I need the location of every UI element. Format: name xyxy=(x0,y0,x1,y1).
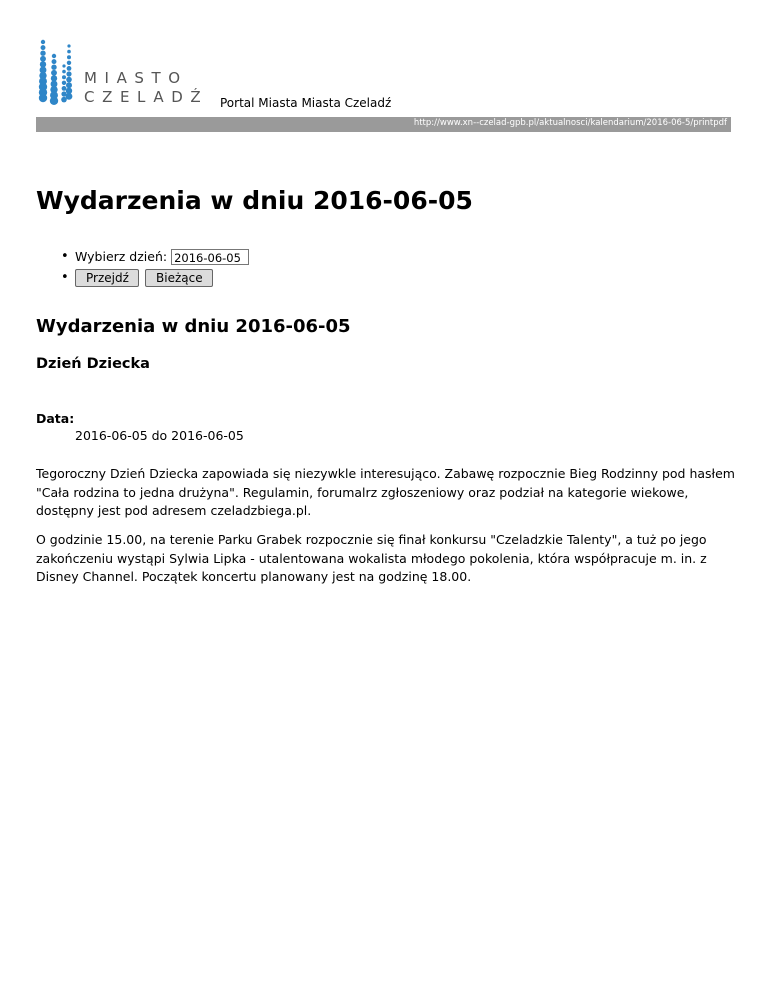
logo-dot xyxy=(67,55,71,59)
event-title: Dzień Dziecka xyxy=(36,356,150,372)
logo-dot xyxy=(39,94,47,102)
logo-dot xyxy=(51,70,57,76)
portal-name: Portal Miasta Miasta Czeladź xyxy=(220,96,392,110)
logo-dot xyxy=(62,75,66,79)
page-title: Wydarzenia w dniu 2016-06-05 xyxy=(36,186,473,215)
date-label: Data: xyxy=(36,411,75,426)
logo-dot xyxy=(62,86,67,91)
date-value: 2016-06-05 do 2016-06-05 xyxy=(75,428,244,443)
logo-dot xyxy=(40,56,46,62)
logo-dot xyxy=(67,44,70,47)
logo-dot xyxy=(67,61,71,65)
logo-dots-icon xyxy=(36,36,80,108)
logo-dot xyxy=(67,50,71,54)
logo-dot xyxy=(40,51,45,56)
logo-dot xyxy=(66,71,71,76)
logo-dot xyxy=(62,81,66,85)
section-title: Wydarzenia w dniu 2016-06-05 xyxy=(36,316,351,337)
logo-dot xyxy=(67,66,72,71)
city-logo[interactable] xyxy=(36,36,236,108)
day-label: Wybierz dzień: xyxy=(75,249,168,264)
logo-dot xyxy=(66,77,72,83)
logo-dot xyxy=(62,70,66,74)
date-controls xyxy=(36,248,249,290)
logo-line-1: MIASTO xyxy=(84,69,188,87)
logo-line-2: CZELADŹ xyxy=(84,88,209,106)
logo-dot xyxy=(62,64,65,67)
logo-dot xyxy=(50,97,58,105)
logo-dot xyxy=(51,65,56,70)
logo-dot xyxy=(41,40,45,44)
logo-dot xyxy=(52,54,56,58)
logo-dot xyxy=(66,82,72,88)
logo-dot xyxy=(52,59,57,64)
date-picker-row xyxy=(36,248,249,269)
logo-dot xyxy=(41,45,46,50)
event-description-1: Tegoroczny Dzień Dziecka zapowiada się niezywkle interesująco. Zabawę rozpocznie Bieg Rodzinny pod hasłem "Cała rodzina to jedna drużyna". Regulamin, forumalrz zgłoszeniowy oraz podział na kategorie wiekowe, dostępny jest pod adresem czeladzbiega.pl. xyxy=(36,466,735,519)
page-url: http://www.xn--czelad-gpb.pl/aktualnosci/kalendarium/2016-06-5/printpdf xyxy=(413,118,727,128)
logo-dot xyxy=(66,93,73,100)
url-bar xyxy=(36,117,731,132)
date-input[interactable]: 2016-06-05 xyxy=(171,249,249,265)
page-header xyxy=(36,36,731,133)
button-row xyxy=(36,269,249,290)
go-button[interactable]: Przejdź xyxy=(75,269,139,287)
current-button[interactable]: Bieżące xyxy=(145,269,213,287)
event-description-2: O godzinie 15.00, na terenie Parku Grabek rozpocznie się finał konkursu "Czeladzkie Talenty", a tuż po jego zakończeniu wystąpi Sylwia Lipka - utalentowana wokalista młodego pokolenia, która współpracuje m. in. z Disney Channel. Początek koncertu planowany jest na godzinę 18.00. xyxy=(36,532,707,585)
logo-text xyxy=(84,69,208,107)
